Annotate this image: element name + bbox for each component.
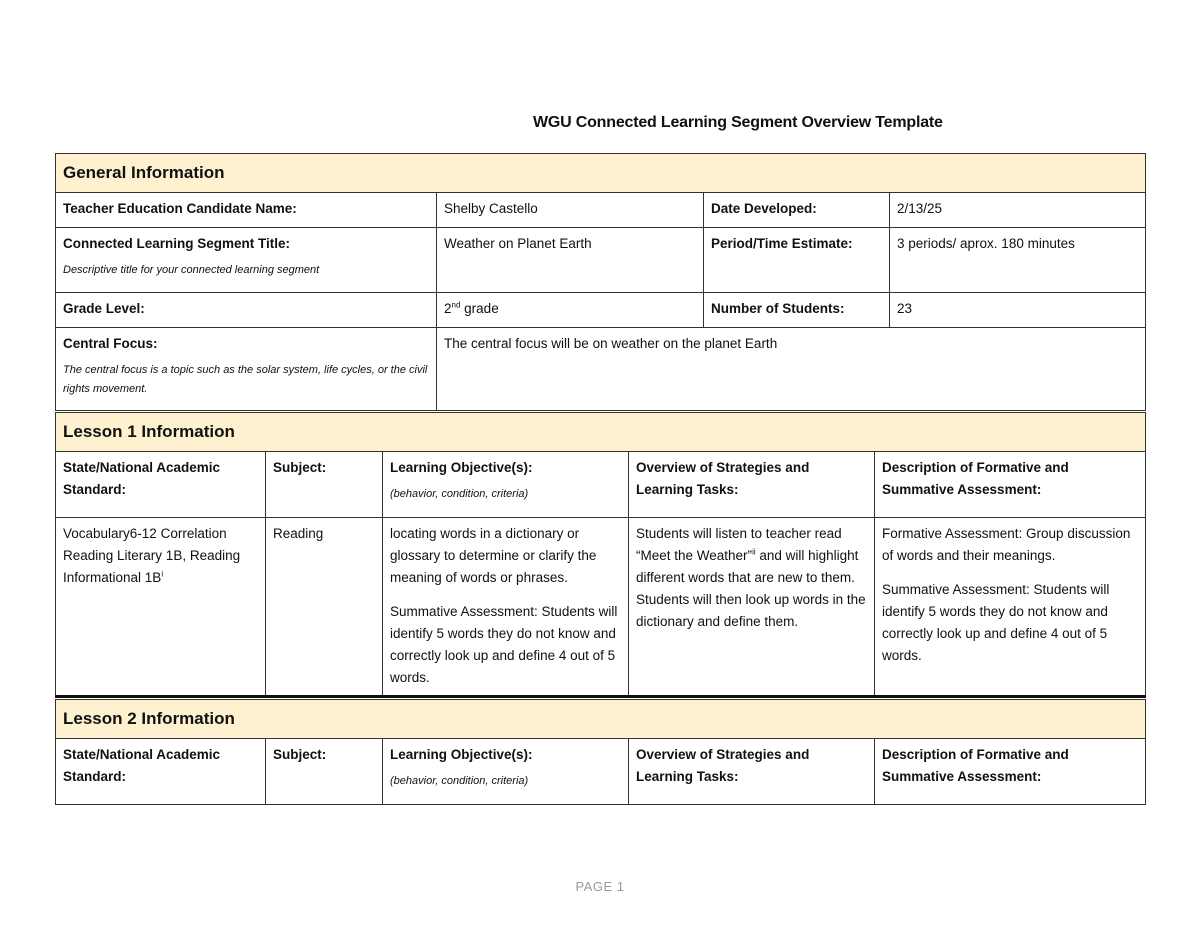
lesson1-heading: Lesson 1 Information <box>56 413 1146 452</box>
lesson1-table <box>55 412 1146 698</box>
grade-ordinal: nd <box>451 300 461 310</box>
lesson1-objective <box>383 518 629 697</box>
col-assessment-header: Description of Formative and Summative Assessment: <box>875 452 1146 518</box>
students-label: Number of Students: <box>704 293 890 328</box>
lesson1-content-row <box>56 518 1146 697</box>
col-objective-hint: (behavior, condition, criteria) <box>390 488 529 500</box>
lesson1-standard-text: Vocabulary6-12 Correlation Reading Literary 1B, Reading Informational 1B <box>63 526 241 585</box>
col-standard-header: State/National Academic Standard: <box>56 452 266 518</box>
col-objective-header <box>383 739 629 805</box>
col-subject-header: Subject: <box>266 739 383 805</box>
lesson1-standard-endnote: i <box>161 569 164 579</box>
segment-title-hint: Descriptive title for your connected learning segment <box>63 264 320 276</box>
lesson1-objective-summative: Summative Assessment: Students will identify 5 words they do not know and correctly look up and define 4 out of 5 words. <box>390 604 618 685</box>
lesson1-strategies-endnote: ii <box>752 547 756 557</box>
lesson2-heading: Lesson 2 Information <box>56 700 1146 739</box>
lesson1-standard <box>56 518 266 697</box>
lesson2-table <box>55 699 1146 805</box>
date-label: Date Developed: <box>704 193 890 228</box>
col-objective-hint: (behavior, condition, criteria) <box>390 775 529 787</box>
grade-row <box>56 293 1146 328</box>
col-objective-label: Learning Objective(s): <box>390 460 533 475</box>
segment-title-label: Connected Learning Segment Title: <box>63 236 291 251</box>
grade-value <box>437 293 704 328</box>
segment-title-cell <box>56 228 437 293</box>
general-info-heading: General Information <box>56 154 1146 193</box>
lesson1-objective-text: locating words in a dictionary or glossary to determine or clarify the meaning of words or phrases. <box>390 526 597 585</box>
lesson1-strategies-text-b: and will highlight different words that are new to them. Students will then look up words in the dictionary and define them. <box>636 548 866 629</box>
col-subject-header: Subject: <box>266 452 383 518</box>
focus-value: The central focus will be on weather on the planet Earth <box>437 328 1146 411</box>
lesson1-assessment-summative: Summative Assessment: Students will identify 5 words they do not know and correctly look up and define 4 out of 5 words. <box>882 582 1110 663</box>
students-value: 23 <box>890 293 1146 328</box>
period-value: 3 periods/ aprox. 180 minutes <box>890 228 1146 293</box>
focus-row <box>56 328 1146 411</box>
candidate-value: Shelby Castello <box>437 193 704 228</box>
lesson1-assessment-formative: Formative Assessment: Group discussion of words and their meanings. <box>882 526 1131 563</box>
period-label: Period/Time Estimate: <box>704 228 890 293</box>
lesson1-strategies-text-a: Students will listen to teacher read “Meet the Weather” <box>636 526 842 563</box>
col-strategies-header: Overview of Strategies and Learning Tasks: <box>629 739 875 805</box>
lesson1-header-row <box>56 413 1146 452</box>
grade-word: grade <box>460 301 499 316</box>
general-info-table <box>55 153 1146 411</box>
col-objective-label: Learning Objective(s): <box>390 747 533 762</box>
candidate-label: Teacher Education Candidate Name: <box>56 193 437 228</box>
focus-cell <box>56 328 437 411</box>
document-title: WGU Connected Learning Segment Overview Template <box>533 114 943 131</box>
col-standard-header: State/National Academic Standard: <box>56 739 266 805</box>
lesson1-column-headers <box>56 452 1146 518</box>
lesson1-subject: Reading <box>266 518 383 697</box>
col-strategies-header: Overview of Strategies and Learning Tasks: <box>629 452 875 518</box>
date-value: 2/13/25 <box>890 193 1146 228</box>
general-info-header-row <box>56 154 1146 193</box>
lesson1-strategies <box>629 518 875 697</box>
candidate-row <box>56 193 1146 228</box>
focus-hint: The central focus is a topic such as the solar system, life cycles, or the civil rights movement. <box>63 364 428 395</box>
lesson2-column-headers <box>56 739 1146 805</box>
segment-title-value: Weather on Planet Earth <box>437 228 704 293</box>
page-number: PAGE 1 <box>575 879 625 894</box>
grade-number: 2 <box>444 301 452 316</box>
segment-title-row <box>56 228 1146 293</box>
focus-label: Central Focus: <box>63 336 158 351</box>
col-assessment-header: Description of Formative and Summative Assessment: <box>875 739 1146 805</box>
grade-label: Grade Level: <box>56 293 437 328</box>
lesson2-header-row <box>56 700 1146 739</box>
col-objective-header <box>383 452 629 518</box>
lesson1-assessment <box>875 518 1146 697</box>
